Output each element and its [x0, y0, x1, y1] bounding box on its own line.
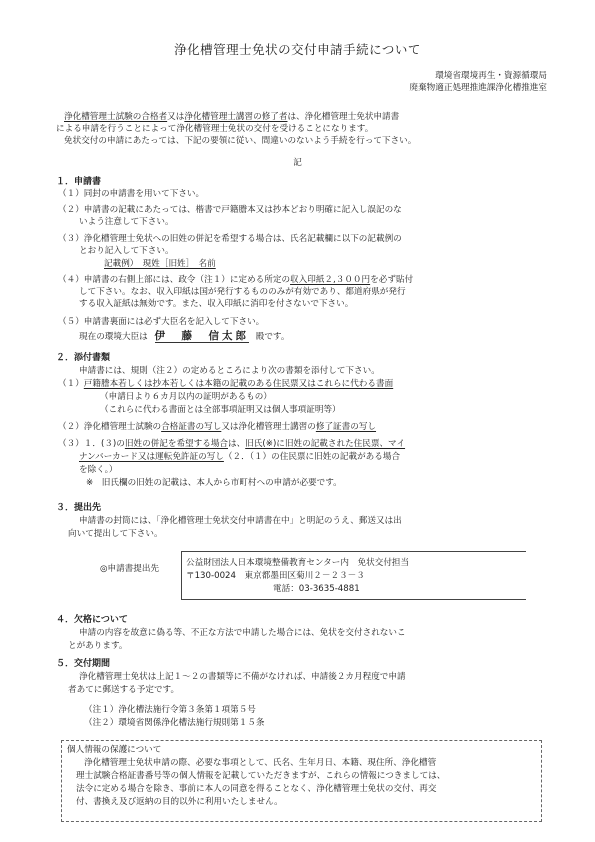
- note-1: （注１）浄化槽法施行令第３条第１項第５号: [84, 705, 256, 715]
- s1-item-2-line-2: いよう注意して下さい。: [79, 217, 174, 227]
- s3-line-1: 申請書の封筒には、「浄化槽管理士免状交付申請書在中」と明記のうえ、郵送又は出: [79, 516, 402, 526]
- minister-intro: 現在の環境大臣は: [79, 332, 148, 342]
- s4-line-2: とがあります。: [68, 641, 128, 651]
- document-title: 浄化槽管理士免状の交付申請手続について: [174, 42, 421, 57]
- s2-item-3-note: ※ 旧氏欄の旧姓の記載は、本人から市町村への申請が必要です。: [86, 478, 342, 488]
- intro-course-completer: 浄化槽管理士講習の修了者: [184, 112, 288, 122]
- privacy-line-3: 法令に定める場合を除き、事前に本人の同意を得ることなく、浄化槽管理士免状の交付、再交: [76, 784, 437, 794]
- privacy-line-2: 理士試験合格証書番号等の個人情報を記載していただきますが、これらの情報につきましては、: [76, 771, 446, 781]
- ki-mark: 記: [293, 158, 302, 168]
- s2-item-3-line-1: [58, 438, 405, 450]
- intro-rest: は、浄化槽管理士免状申請書: [287, 112, 400, 122]
- s1-item-4-pre: （４）申請書の右側上部には、政令（注１）に定める所定の: [58, 275, 291, 285]
- minister-suffix: 殿です。: [255, 332, 290, 342]
- revenue-stamp-amount: 収入印紙２,３００円: [290, 275, 371, 285]
- privacy-title: 個人情報の保護について: [67, 745, 162, 755]
- s2-item-2-pass-cert: 合格証書の写し: [161, 422, 222, 432]
- s2-intro: 申請書には、規則（注２）の定めるところにより次の書類を添付して下さい。: [79, 366, 380, 376]
- s2-item-3-pre: （３）１．(３)の: [58, 439, 125, 449]
- submission-phone: 電話：03-3635-4881: [273, 584, 360, 594]
- s1-item-4-line-2: して下さい。なお、収入印紙は国が発行するもののみが有効であり、都道府県が発行: [79, 287, 406, 297]
- intro-line-3: 免状交付の申請にあたっては、下記の要領に従い、間違いのないよう手続を行って下さい。: [64, 136, 417, 146]
- privacy-line-4: 付、書換え及び返納の目的以外に利用いたしません。: [76, 797, 283, 807]
- s1-item-5-line-2: [79, 329, 289, 344]
- s2-item-1-line-2: （申請日より６カ月以内の証明があるもの）: [100, 392, 272, 402]
- submission-org: 公益財団法人日本環境整備教育センター内 免状交付担当: [186, 558, 410, 568]
- note-2: （注２）環境省関係浄化槽法施行規則第１５条: [84, 718, 265, 728]
- s3-line-2: 向いて提出して下さい。: [68, 529, 163, 539]
- s2-item-2-completion-cert: 修了証書の写し: [315, 422, 377, 432]
- submission-label: ◎申請書提出先: [100, 564, 160, 574]
- s2-item-1-line-3: （これらに代わる書面とは全部事項証明又は個人事項証明等）: [100, 405, 341, 415]
- submission-address: 〒130-0024 東京都墨田区菊川２－２３－３: [186, 571, 365, 581]
- s2-item-3-id-copy: ナンバーカード又は運転免許証の写し: [79, 452, 224, 462]
- s1-item-4-line-3: する収入証紙は無効です。また、収入印紙に消印を付さないで下さい。: [79, 299, 354, 309]
- s2-item-3-mid: は、: [228, 439, 246, 449]
- section-3-heading: ３．提出先: [56, 503, 102, 513]
- s2-item-3-line-2: [79, 451, 400, 463]
- s1-item-1: （１）同封の申請書を用いて下さい。: [58, 189, 205, 199]
- section-1-heading: １．申請書: [56, 177, 102, 187]
- intro-exam-passer: 浄化槽管理士試験の合格者: [64, 112, 168, 122]
- privacy-line-1: 浄化槽管理士免状申請の際、必要な事項として、氏名、生年月日、本籍、現住所、浄化槽管: [84, 758, 437, 768]
- s1-item-5-line-1: （５）申請書裏面には必ず大臣名を記入して下さい。: [58, 317, 265, 327]
- s1-item-4-line-1: [58, 274, 413, 286]
- s2-item-3-maiden-wish: 旧姓の併記を希望する場合: [124, 439, 229, 449]
- s2-item-1-docs: 戸籍謄本若しくは抄本若しくは本籍の記載のある住民票又はこれらに代わる書面: [83, 379, 394, 389]
- s1-item-3-line-2: とおり記入して下さい。: [79, 246, 174, 256]
- s2-item-3-maiden-docs: 旧氏(※)に旧姓の記載された住民票、マイ: [245, 439, 406, 449]
- s1-item-3-example: 記載例） 現姓［旧姓］ 名前: [104, 259, 216, 269]
- s2-item-1-line-1: [58, 378, 393, 390]
- s2-item-1-num: （１）: [58, 379, 84, 389]
- s1-item-3-line-1: （３）浄化槽管理士免状への旧姓の併記を希望する場合は、氏名記載欄に以下の記載例の: [58, 234, 402, 244]
- s2-item-3-line-3: を除く。）: [79, 465, 118, 475]
- s2-item-2-mid: 又は浄化槽管理士講習の: [221, 422, 316, 432]
- s5-line-2: 者あてに郵送する予定です。: [68, 685, 180, 695]
- issuer-bureau: 環境省環境再生・資源循環局: [435, 71, 547, 81]
- s1-item-4-post: を必ず貼付: [370, 275, 414, 285]
- intro-or: 又は: [167, 112, 185, 122]
- s2-item-3-exception: （２．（１）の住民票に旧姓の記載がある場合: [223, 452, 401, 462]
- s2-item-2: [58, 421, 376, 433]
- section-2-heading: ２．添付書類: [56, 353, 111, 363]
- minister-name: 伊 藤 信太郎: [154, 330, 249, 342]
- section-5-heading: ５．交付期間: [56, 659, 111, 669]
- intro-line-1: [64, 111, 399, 123]
- s4-line-1: 申請の内容を故意に偽る等、不正な方法で申請した場合には、免状を交付されないこ: [79, 628, 406, 638]
- s1-item-2-line-1: （２）申請書の記載にあたっては、楷書で戸籍謄本又は抄本どおり明確に記入し誤記のな: [58, 205, 402, 215]
- intro-line-2: による申請を行うことによって浄化槽管理士免状の交付を受けることになります。: [56, 124, 374, 134]
- section-4-heading: ４．欠格について: [56, 615, 128, 625]
- s2-item-2-pre: （２）浄化槽管理士試験の: [58, 422, 162, 432]
- issuer-office: 廃棄物適正処理推進課浄化槽推進室: [409, 83, 547, 93]
- s5-line-1: 浄化槽管理士免状は上記１～２の書類等に不備がなければ、申請後２カ月程度で申請: [79, 672, 406, 682]
